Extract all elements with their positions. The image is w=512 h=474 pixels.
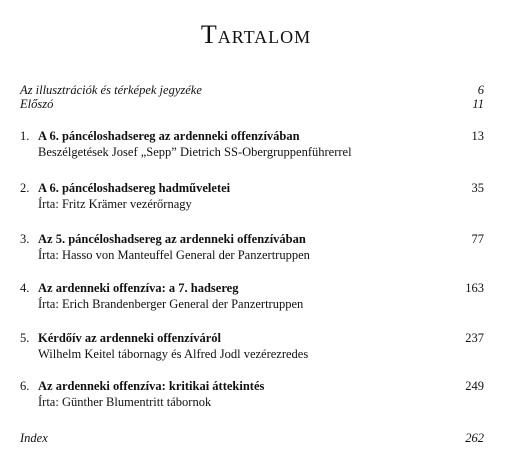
toc-entry-label: Az illusztrációk és térképek jegyzéke <box>20 83 202 97</box>
chapter-number: 5. <box>20 331 30 345</box>
toc-page-number: 237 <box>465 331 484 345</box>
chapter-subtitle: Írta: Fritz Krämer vezérőrnagy <box>38 197 192 211</box>
toc-page-number: 6 <box>477 83 484 97</box>
chapter-subtitle: Írta: Günther Blumentritt tábornok <box>38 395 212 409</box>
toc-page-number: 249 <box>465 379 484 393</box>
toc-entry-label: Index <box>20 431 48 445</box>
toc-chapter-4 <box>20 280 484 296</box>
chapter-subtitle: Beszélgetések Josef „Sepp” Dietrich SS-Obergruppenführerrel <box>38 145 352 159</box>
toc-page-number: 11 <box>472 97 484 111</box>
chapter-number: 3. <box>20 232 30 246</box>
toc-page-number: 163 <box>465 281 484 295</box>
toc-page-number: 262 <box>465 431 484 445</box>
page-title: Tartalom <box>200 20 312 49</box>
toc-page-number: 13 <box>471 129 484 143</box>
toc-chapter-2 <box>20 180 484 196</box>
chapter-title: Kérdőív az ardenneki offenzíváról <box>38 331 221 345</box>
chapter-title: A 6. páncéloshadsereg az ardenneki offenzívában <box>38 129 300 143</box>
chapter-number: 4. <box>20 281 30 295</box>
toc-chapter-1 <box>20 128 484 144</box>
chapter-title: Az ardenneki offenzíva: kritikai áttekintés <box>38 379 265 393</box>
chapter-title: Az ardenneki offenzíva: a 7. hadsereg <box>38 281 239 295</box>
toc-entry-label: Előszó <box>20 97 54 111</box>
toc-chapter-6 <box>20 378 484 394</box>
toc-entry-foreword <box>20 96 484 112</box>
chapter-subtitle: Wilhelm Keitel tábornagy és Alfred Jodl vezérezredes <box>38 347 309 361</box>
toc-chapter-5 <box>20 330 484 346</box>
toc-chapter-3 <box>20 231 484 247</box>
chapter-number: 1. <box>20 129 30 143</box>
chapter-title: A 6. páncéloshadsereg hadműveletei <box>38 181 231 195</box>
chapter-title: Az 5. páncéloshadsereg az ardenneki offenzívában <box>38 232 306 246</box>
toc-page-number: 77 <box>471 232 484 246</box>
chapter-number: 2. <box>20 181 30 195</box>
chapter-subtitle: Írta: Hasso von Manteuffel General der Panzertruppen <box>38 248 310 262</box>
toc-entry-index <box>20 430 484 446</box>
chapter-subtitle: Írta: Erich Brandenberger General der Panzertruppen <box>38 297 304 311</box>
toc-page-number: 35 <box>471 181 484 195</box>
chapter-number: 6. <box>20 379 30 393</box>
